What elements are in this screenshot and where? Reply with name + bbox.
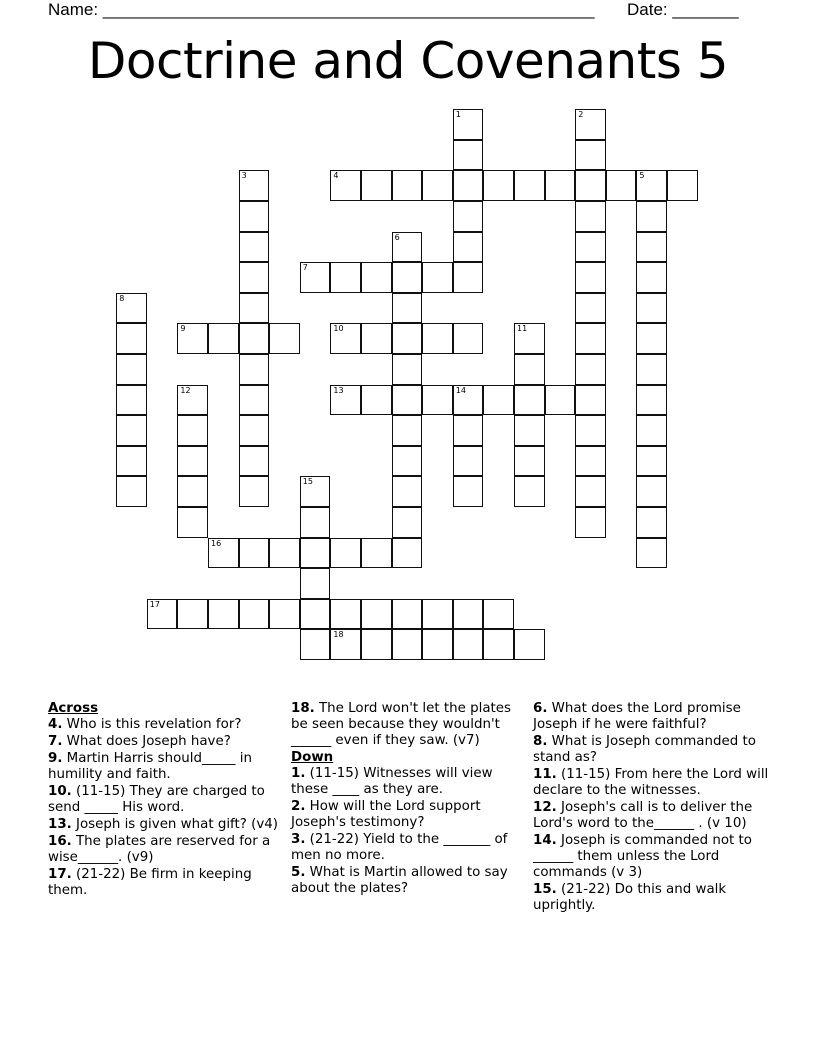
clue-number-label: 9 (180, 324, 186, 334)
grid-cell[interactable] (392, 262, 423, 293)
clue-number-label: 8 (119, 293, 125, 303)
clue-number-label: 14 (455, 385, 466, 395)
grid-cell[interactable] (636, 293, 667, 324)
grid-cell[interactable] (392, 599, 423, 630)
clue-down-14 (533, 833, 769, 881)
clue-number: 4. (48, 717, 63, 732)
grid-cell[interactable] (636, 262, 667, 293)
clue-number-label: 4 (333, 171, 339, 181)
clue-down-15 (533, 882, 769, 914)
grid-cell[interactable] (422, 385, 453, 416)
grid-cell[interactable] (208, 599, 239, 630)
grid-cell[interactable] (392, 232, 423, 263)
grid-cell[interactable] (575, 140, 606, 171)
across-heading: Across (48, 701, 99, 716)
clue-number: 16. (48, 834, 72, 849)
grid-cell[interactable] (453, 232, 484, 263)
clues-column-2 (291, 701, 527, 898)
clue-number-label: 1 (455, 110, 461, 120)
grid-cell[interactable] (177, 415, 208, 446)
grid-cell[interactable] (636, 323, 667, 354)
clue-across-7 (48, 734, 280, 750)
grid-cell[interactable] (575, 323, 606, 354)
grid-cell[interactable] (392, 385, 423, 416)
grid-cell[interactable] (575, 476, 606, 507)
grid-cell[interactable] (177, 599, 208, 630)
grid-cell[interactable] (483, 170, 514, 201)
clue-number: 6. (533, 701, 548, 716)
grid-cell[interactable] (116, 446, 147, 477)
grid-cell[interactable] (392, 415, 423, 446)
grid-cell[interactable] (239, 415, 270, 446)
grid-cell[interactable] (269, 323, 300, 354)
grid-cell[interactable] (116, 385, 147, 416)
grid-cell[interactable] (483, 385, 514, 416)
grid-cell[interactable] (575, 385, 606, 416)
grid-cell[interactable] (239, 538, 270, 569)
grid-cell[interactable] (392, 476, 423, 507)
clue-text: (11-15) Witnesses will view these ____ as they are. (291, 766, 493, 797)
clue-text: What does the Lord promise Joseph if he were faithful? (533, 701, 741, 732)
clue-text: (11-15) They are charged to send _____ His word. (48, 784, 265, 815)
clue-number-label: 10 (333, 324, 344, 334)
clue-text: How will the Lord support Joseph's testimony? (291, 799, 481, 830)
clue-text: (11-15) From here the Lord will declare to the witnesses. (533, 767, 769, 798)
grid-cell[interactable] (239, 385, 270, 416)
grid-cell[interactable] (636, 232, 667, 263)
grid-cell[interactable] (483, 629, 514, 660)
clue-number-label: 5 (639, 171, 645, 181)
grid-cell[interactable] (453, 140, 484, 171)
grid-cell[interactable] (239, 323, 270, 354)
grid-cell[interactable] (239, 232, 270, 263)
clue-number: 17. (48, 867, 72, 882)
grid-cell[interactable] (575, 232, 606, 263)
grid-cell[interactable] (667, 170, 698, 201)
grid-cell[interactable] (330, 599, 361, 630)
grid-cell[interactable] (300, 262, 331, 293)
grid-cell[interactable] (636, 201, 667, 232)
grid-cell[interactable] (330, 170, 361, 201)
grid-cell[interactable] (392, 323, 423, 354)
grid-cell[interactable] (636, 354, 667, 385)
clues-column-3 (533, 701, 769, 915)
grid-cell[interactable] (361, 538, 392, 569)
grid-cell[interactable] (392, 507, 423, 538)
grid-cell[interactable] (422, 629, 453, 660)
grid-cell[interactable] (116, 476, 147, 507)
grid-cell[interactable] (239, 201, 270, 232)
grid-cell[interactable] (330, 538, 361, 569)
grid-cell[interactable] (575, 354, 606, 385)
grid-cell[interactable] (300, 599, 331, 630)
grid-cell[interactable] (361, 599, 392, 630)
clue-text: Joseph's call is to deliver the Lord's word to the______ . (v 10) (533, 800, 753, 831)
grid-cell[interactable] (453, 109, 484, 140)
grid-cell[interactable] (147, 599, 178, 630)
clue-across-16 (48, 834, 280, 866)
clue-text: (21-22) Do this and walk uprightly. (533, 882, 727, 913)
grid-cell[interactable] (239, 446, 270, 477)
grid-cell[interactable] (330, 323, 361, 354)
grid-cell[interactable] (361, 385, 392, 416)
clue-number: 14. (533, 833, 557, 848)
grid-cell[interactable] (177, 323, 208, 354)
grid-cell[interactable] (545, 385, 576, 416)
grid-cell[interactable] (514, 385, 545, 416)
clue-number-label: 7 (302, 263, 308, 273)
grid-cell[interactable] (453, 415, 484, 446)
clue-across-9 (48, 751, 280, 783)
grid-cell[interactable] (636, 446, 667, 477)
grid-cell[interactable] (177, 385, 208, 416)
grid-cell[interactable] (514, 415, 545, 446)
grid-cell[interactable] (392, 629, 423, 660)
clue-across-4 (48, 717, 280, 733)
grid-cell[interactable] (392, 538, 423, 569)
grid-cell[interactable] (239, 170, 270, 201)
clue-number: 5. (291, 865, 306, 880)
clue-text: (21-22) Be firm in keeping them. (48, 867, 252, 898)
clue-text: Who is this revelation for? (62, 717, 242, 732)
clue-number: 1. (291, 766, 306, 781)
clues-column-1 (48, 701, 280, 900)
clue-number-label: 15 (302, 477, 313, 487)
clue-number-label: 16 (211, 538, 222, 548)
clue-number-label: 3 (241, 171, 247, 181)
grid-cell[interactable] (606, 170, 637, 201)
grid-cell[interactable] (453, 385, 484, 416)
clue-number-label: 18 (333, 630, 344, 640)
clue-text: What is Joseph commanded to stand as? (533, 734, 756, 765)
grid-cell[interactable] (636, 538, 667, 569)
grid-cell[interactable] (392, 293, 423, 324)
clue-number-label: 11 (517, 324, 528, 334)
grid-cell[interactable] (392, 446, 423, 477)
grid-cell[interactable] (330, 629, 361, 660)
grid-cell[interactable] (636, 385, 667, 416)
clue-text: Joseph is given what gift? (v4) (71, 817, 279, 832)
grid-cell[interactable] (514, 170, 545, 201)
grid-cell[interactable] (300, 507, 331, 538)
grid-cell[interactable] (361, 323, 392, 354)
clue-text: The Lord won't let the plates be seen because they wouldn't ______ even if they saw. (v7) (291, 701, 512, 748)
clue-across-18 (291, 701, 527, 749)
grid-cell[interactable] (575, 201, 606, 232)
grid-cell[interactable] (514, 354, 545, 385)
grid-cell[interactable] (116, 415, 147, 446)
grid-cell[interactable] (239, 476, 270, 507)
grid-cell[interactable] (514, 629, 545, 660)
grid-cell[interactable] (392, 170, 423, 201)
clue-down-2 (291, 799, 527, 831)
clue-number: 3. (291, 832, 306, 847)
grid-cell[interactable] (422, 262, 453, 293)
down-heading: Down (291, 750, 334, 765)
grid-cell[interactable] (453, 476, 484, 507)
clue-text: (21-22) Yield to the _______ of men no more. (291, 832, 508, 863)
grid-cell[interactable] (636, 415, 667, 446)
grid-cell[interactable] (636, 170, 667, 201)
grid-cell[interactable] (330, 385, 361, 416)
clue-across-17 (48, 867, 280, 899)
grid-cell[interactable] (453, 599, 484, 630)
clue-number: 18. (291, 701, 315, 716)
clue-text: Joseph is commanded not to ______ them unless the Lord commands (v 3) (533, 833, 753, 880)
grid-cell[interactable] (453, 629, 484, 660)
clue-down-1 (291, 766, 527, 798)
grid-cell[interactable] (514, 446, 545, 477)
clue-down-6 (533, 701, 769, 733)
grid-cell[interactable] (422, 323, 453, 354)
grid-cell[interactable] (575, 446, 606, 477)
grid-cell[interactable] (422, 170, 453, 201)
grid-cell[interactable] (545, 170, 576, 201)
clue-number: 2. (291, 799, 306, 814)
grid-cell[interactable] (300, 538, 331, 569)
grid-cell[interactable] (177, 507, 208, 538)
grid-cell[interactable] (453, 170, 484, 201)
grid-cell[interactable] (116, 354, 147, 385)
grid-cell[interactable] (453, 201, 484, 232)
clue-across-13 (48, 817, 280, 833)
grid-cell[interactable] (575, 109, 606, 140)
grid-cell[interactable] (514, 323, 545, 354)
clue-down-12 (533, 800, 769, 832)
grid-cell[interactable] (208, 323, 239, 354)
grid-cell[interactable] (239, 262, 270, 293)
grid-cell[interactable] (575, 293, 606, 324)
clue-number: 11. (533, 767, 557, 782)
clue-text: What is Martin allowed to say about the plates? (291, 865, 508, 896)
grid-cell[interactable] (116, 323, 147, 354)
grid-cell[interactable] (575, 507, 606, 538)
grid-cell[interactable] (422, 599, 453, 630)
grid-cell[interactable] (177, 446, 208, 477)
clue-number: 9. (48, 751, 63, 766)
grid-cell[interactable] (239, 599, 270, 630)
grid-cell[interactable] (177, 476, 208, 507)
clue-number-label: 13 (333, 385, 344, 395)
grid-cell[interactable] (239, 293, 270, 324)
clue-number-label: 6 (394, 232, 400, 242)
page-title: Doctrine and Covenants 5 (87, 32, 729, 90)
clue-number-label: 12 (180, 385, 191, 395)
clue-number: 7. (48, 734, 63, 749)
name-field-label: Name: ____________________________________________________ (48, 0, 595, 19)
clue-number-label: 2 (578, 110, 584, 120)
clue-number: 13. (48, 817, 72, 832)
grid-cell[interactable] (300, 476, 331, 507)
clue-number-label: 17 (149, 599, 160, 609)
grid-cell[interactable] (208, 538, 239, 569)
grid-cell[interactable] (514, 476, 545, 507)
clue-number: 10. (48, 784, 72, 799)
clue-down-11 (533, 767, 769, 799)
clue-down-3 (291, 832, 527, 864)
grid-cell[interactable] (636, 507, 667, 538)
clue-down-8 (533, 734, 769, 766)
grid-cell[interactable] (300, 568, 331, 599)
grid-cell[interactable] (575, 415, 606, 446)
clue-across-10 (48, 784, 280, 816)
grid-cell[interactable] (453, 323, 484, 354)
grid-cell[interactable] (239, 354, 270, 385)
grid-cell[interactable] (575, 170, 606, 201)
clue-number: 12. (533, 800, 557, 815)
clue-text: The plates are reserved for a wise______. (v9) (48, 834, 271, 865)
grid-cell[interactable] (575, 262, 606, 293)
clue-down-5 (291, 865, 527, 897)
grid-cell[interactable] (300, 629, 331, 660)
clue-text: Martin Harris should_____ in humility and faith. (48, 751, 252, 782)
grid-cell[interactable] (116, 293, 147, 324)
grid-cell[interactable] (453, 446, 484, 477)
grid-cell[interactable] (453, 262, 484, 293)
clue-text: What does Joseph have? (62, 734, 231, 749)
clue-number: 15. (533, 882, 557, 897)
grid-cell[interactable] (483, 599, 514, 630)
grid-cell[interactable] (269, 599, 300, 630)
grid-cell[interactable] (269, 538, 300, 569)
grid-cell[interactable] (361, 629, 392, 660)
grid-cell[interactable] (392, 354, 423, 385)
grid-cell[interactable] (636, 476, 667, 507)
grid-cell[interactable] (330, 262, 361, 293)
date-field-label: Date: _______ (627, 0, 739, 19)
grid-cell[interactable] (361, 262, 392, 293)
grid-cell[interactable] (361, 170, 392, 201)
clue-number: 8. (533, 734, 548, 749)
